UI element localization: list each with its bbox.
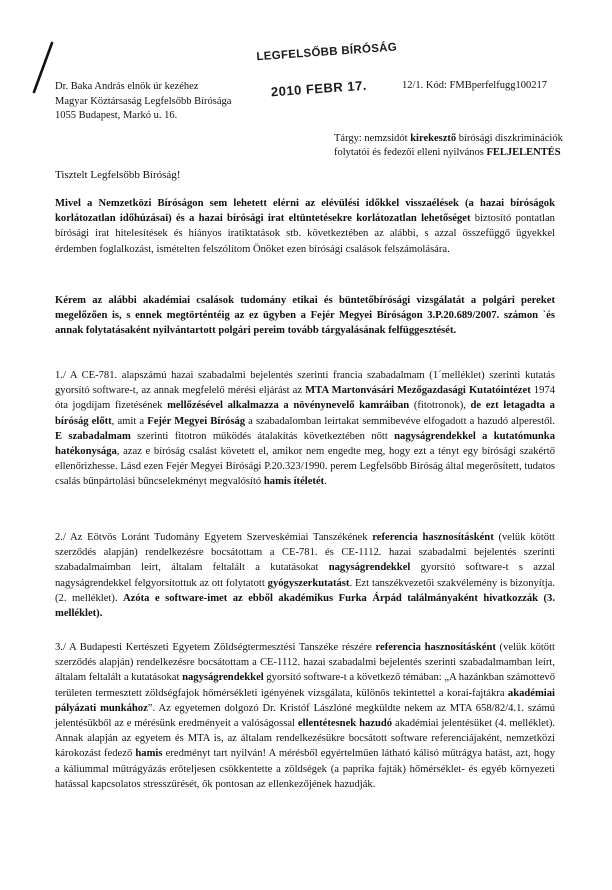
paragraph-2 (55, 293, 555, 339)
text-run: referencia hasznosításként (372, 532, 494, 543)
handwritten-slash-mark (28, 40, 58, 96)
text-run: , azaz e bíróság csalást követett el, amikor nem engedte meg, hogy ezt a tényt egy bírósági szakértő ellenőrizhesse. Lásd ezen Fejér Megyei Bírósági P.20.323/1990. perem Legfelsőbb Bíróság által megerősített, tudatos csalás bűnpártolási bűncselekményt megvalósító (55, 446, 555, 488)
text-run: (velük kötött szerződés alapján) rendelkezésre bocsátottam a CE-1112. hazai szabadalmi bejelentés szerinti szabadalmamban leírt, általam feltalált a kutatásokat (55, 642, 555, 684)
text-run: referencia hasznosításként (375, 642, 496, 653)
text-run: mellőzésével alkalmazza a növénynevelő kamráiban (167, 400, 410, 412)
addressee-line: Magyar Köztársaság Legfelsőbb Bírósága (55, 95, 232, 107)
subject-text: kirekesztő (410, 133, 457, 144)
subject-line (334, 132, 563, 159)
text-run: gyógyszerkutatást (267, 577, 350, 589)
text-run: ”. Az egyetemen dolgozó Dr. Kristóf Lászlóné megküldte nekem az MTA 658/82/4.1. számú jelentésükből az e mérésünk eredményeit a valóságossal (55, 702, 555, 730)
text-run: eredményt tart nyilván! A mérésből egyértelműen látható kálisó műtrágya hatást, azt, hogy a káliummal műtrágyázás erőteljesen csökkentette a zöldségek (a paprika fajták) hőmérséklet- és egyéb környezeti hatással kapcsolatos stresszűrését, ők pontosan az ellenkezőjének hazudják. (55, 748, 555, 790)
text-run: . (324, 476, 327, 488)
text-run: E szabadalmam (55, 430, 131, 442)
text-run: 1./ A CE-781. alapszámú hazai szabadalmi bejelentés szerinti francia szabadalmam (1´melléklet) szerinti kutatás gyorsító software-t, az annak megfelelő mérési eljárást az (55, 370, 555, 397)
subject-text: bírósági diszkriminációk (456, 133, 563, 144)
text-run: akadémiai pályázati munkához (55, 687, 555, 714)
text-run: de ezt letagadta a bíróság előtt (55, 400, 555, 427)
stamp-court-name: LEGFELSŐBB BÍRÓSÁG (256, 41, 398, 64)
text-run: ellentétesnek hazudó (297, 718, 393, 730)
reference-code: 12/1. Kód: FMBperfelfugg100217 (402, 80, 547, 91)
text-run: Kérem az alábbi akadémiai csalások tudomány etikai és büntetőbírósági vizsgálatát (55, 295, 465, 306)
text-run: a szabadalomban leírtakat semmibevéve elfogadott a hazudó alperestől. (245, 415, 556, 427)
text-run: Mivel a Nemzetközi Bíróságon sem lehetett elérni az elévülési időkkel visszaélések ( (55, 198, 469, 209)
text-run: nagyságrendekkel (328, 562, 411, 574)
addressee-line: Dr. Baka András elnök úr kezéhez (55, 81, 199, 92)
text-run: 3./ A Budapesti Kertészeti Egyetem Zöldségtermesztési Tanszéke részére (55, 642, 376, 653)
subject-text: folytatói és fedezői elleni nyilvános (334, 146, 487, 158)
text-run: ) és a hazai bírósági irat eltüntetésekre (168, 213, 357, 225)
paragraph-4 (55, 530, 555, 621)
text-run: gyorsító software-t a következő témában: „A hazánkban számottevő területen termesztett zöldségfajok hőmérsékleti igényének vizsgálata, különös tekintettel a korai-fajtákra (55, 672, 555, 699)
text-run: Fejér Megyei Bíróság (147, 415, 246, 427)
text-run: biztosító pontatlan bírósági irat hitelesítések és hiányos iratiktatások stb. következtében az alábbi, s azzal összefüggő ügyekkel érdemben foglalkozást, ismételten felszólítom Önöket ezen bírósági csalások felszámolására. (55, 213, 555, 255)
text-run: , amit a (111, 415, 148, 427)
text-run: (velük kötött szerződés alapján) rendelkezésre bocsátottam a CE-781. és CE-1112. hazai szabadalmi bejelentés szerinti szabadalmaimban leírt, általam feltalált a kutatásokat (55, 532, 555, 574)
paragraph-3 (55, 368, 555, 490)
text-run: hamis ítéletét (263, 476, 325, 488)
subject-text: FELJELENTÉS (486, 146, 561, 158)
text-run: korlátozatlan lehetőséget (356, 213, 471, 225)
text-run: nagyságrendekkel a kutatómunka hatékonysága (55, 430, 555, 458)
text-run: akadémiai jelentésüket (4. melléklet). Annak alapján az egyetem és MTA is, az általam rendelkezésükre bocsátott software referenciájaként, nemzetközi károkozást fedező (55, 718, 555, 760)
subject-text: Tárgy: nemzsidót (334, 133, 411, 144)
text-run: 1974 óta jogdíjam fizetésének (55, 385, 555, 412)
text-run: a hazai bíróságok korlátozatlan időhúzásai (55, 198, 555, 225)
text-run: a polgári pereket megelőzően is, s ennek megtörténtéig az ez ügyben a Fejér Megyei Bíróságon 3.P.20.689/2007. számon `és annak folytatásaként nyilvántartott polgári pereim tovább tárgyalásának felfüggesztését. (55, 295, 555, 337)
text-run: (fitotronok), (409, 400, 471, 412)
text-run: szerinti fitotron működés átalakítás következtében nőtt (130, 430, 395, 442)
addressee-block (55, 80, 231, 124)
court-received-stamp (256, 41, 410, 111)
paragraph-1 (55, 196, 555, 257)
text-run: . Ezt tanszékvezetői szakvélemény is bizonyítja. (2. melléklet). (55, 577, 555, 604)
text-run: 2./ Az Eötvös Loránt Tudomány Egyetem Szerveskémiai Tanszékének (55, 532, 373, 543)
text-run: Azóta e software-imet az ebből akadémikus Furka Árpád találmányaként hivatkozzák (3. melléklet). (55, 592, 555, 620)
stamp-date: 2010 FEBR 17. (270, 77, 368, 100)
text-run: MTA Martonvásári Mezőgazdasági Kutatóintézet (305, 385, 531, 397)
text-run: hamis (135, 748, 163, 760)
text-run: nagyságrendekkel (182, 672, 264, 684)
paragraph-5 (55, 640, 555, 792)
salutation: Tisztelt Legfelsőbb Bíróság! (55, 169, 181, 181)
text-run: gyorsító software-t s azzal nagyságrendekkel felgyorsítottuk az ott folytatott (55, 562, 555, 589)
addressee-line: 1055 Budapest, Markó u. 16. (55, 110, 178, 121)
